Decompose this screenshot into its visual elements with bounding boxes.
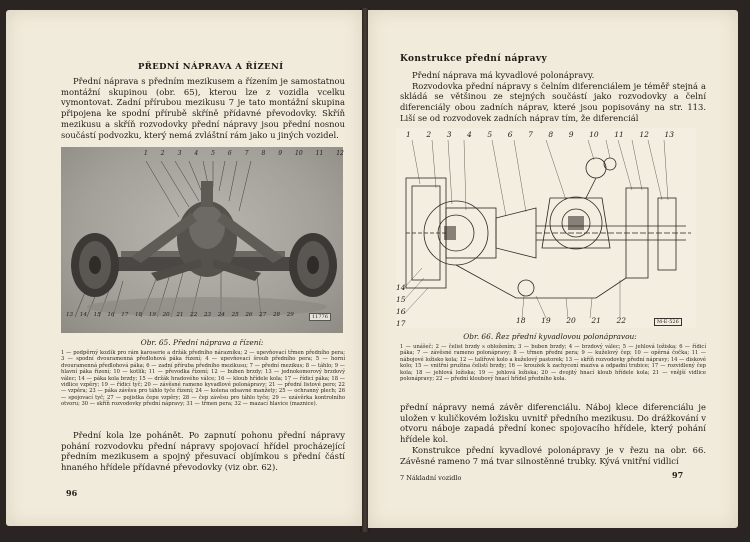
drawing-numbers-bottom xyxy=(516,316,626,325)
callout-label: 9 xyxy=(278,150,283,157)
paragraph-3: přední nápravy nemá závěr diferenciálu. Náboj klece diferenciálu je uložen v kuličkovém ložisku uvnitř předního mezikusu. Do drážkování v otvoru náboje zapadá přední konec spojovacího hřídele, který pohání hřídele kol. xyxy=(400,402,706,445)
callout-label: 25 xyxy=(231,312,239,318)
construction-paragraphs xyxy=(400,70,706,124)
callout-label: 26 xyxy=(245,312,253,318)
callout-label: 5 xyxy=(487,130,493,139)
callout-label: 7 xyxy=(528,130,533,139)
callout-label: 19 xyxy=(148,312,156,318)
paragraph-4: Konstrukce přední kyvadlové polonápravy je v řezu na obr. 66. Závěsné rameno 7 má tvar silnostěnné trubky. Kývá vnitřní vidlicí xyxy=(400,444,706,466)
callout-label: 5 xyxy=(211,150,215,157)
callout-label: 17 xyxy=(121,312,129,318)
photo-numbers-bottom xyxy=(66,312,294,318)
callout-label: 28 xyxy=(272,312,281,318)
callout-label: 23 xyxy=(203,312,212,318)
figure-caption: Obr. 66. Řez přední kyvadlovou polonápravou: xyxy=(463,332,637,341)
callout-label: 10 xyxy=(295,150,303,157)
callout-label: 18 xyxy=(516,316,526,325)
callout-label: 1 xyxy=(406,130,411,139)
cross-section-drawing xyxy=(396,128,696,328)
page-footer: 7 Nákladní vozidlo xyxy=(400,474,462,482)
photo-numbers-top xyxy=(144,150,344,157)
intro-text: Přední náprava s předním mezikusem a řízením je samostatnou montážní skupinou (obr. 65), kterou lze z vozidla vcelku vymontovat. Zadní přírubou mezikusu 7 je tato montážní skupina připojena ke spodní přírubě skříně přídavné převodovky. Skříň mezikusu a skříň rozvodovky přední nápravy jsou přední nosnou součástí podvozku, který nemá zvláštní rám jako u jiných vozidel. xyxy=(61,76,345,140)
callout-label: 9 xyxy=(568,130,574,139)
intro-paragraph xyxy=(61,76,345,140)
page-number: 96 xyxy=(66,488,78,498)
section-heading: Konstrukce přední nápravy xyxy=(400,54,548,64)
callout-label: 20 xyxy=(162,312,170,318)
page-heading: PŘEDNÍ NÁPRAVA A ŘÍZENÍ xyxy=(138,62,284,72)
callout-label: 4 xyxy=(467,130,472,139)
callout-label: 10 xyxy=(589,130,599,139)
callout-label: 18 xyxy=(134,312,143,318)
front-axle-photo xyxy=(61,147,343,333)
callout-label: 17 xyxy=(396,319,406,328)
callout-label: 11 xyxy=(614,130,624,139)
continuation-paragraphs xyxy=(400,402,706,466)
callout-label: 22 xyxy=(190,312,198,318)
callout-label: 13 xyxy=(664,130,674,139)
callout-label: 19 xyxy=(541,316,551,325)
callout-label: 20 xyxy=(566,316,576,325)
drawing-numbers-left xyxy=(396,282,406,330)
callout-label: 11 xyxy=(315,150,324,157)
callout-label: 27 xyxy=(259,312,267,318)
figure-legend: 1 — podpěrný kozlík pro rám karoserie a držák předního nárazníku; 2 — upevňovací třmen předního pera; 3 — spodní dvouramenná předlohová páka řízení; 4 — upevňovací šroub předního pera; 5 — horní dvouramenná předlohová páka; 6 — zadní příruba předního mezikusu; 7 — přední mezikus; 8 — táhlo; 9 — hlavní páka řízení; 10 — kotlík; 11 — převodka řízení; 12 — buben brzdy; 13 — jednokomorový brzdový válec; 14 — páka kola brzdy; 15 — držák hradového válce; 16 — kloub hřídele kola; 17 — řídicí páka; 18 — vidlice vzpěry; 19 — řídicí tyč; 20 — závěsné rameno kyvadlové polonápravy; 21 — přední listové pero; 22 — vzpěra; 23 — páka závěsu pro táhlo tyče řízení; 24 — kolena odsavné manžety; 25 — ochranný plech; 26 — spojovací tyč; 27 — pojistka čepu vzpěry; 28 — čep závěsu pro táhlo tyče; 29 — uzávěrka kontrolního otvoru; 30 — skříň rozvodovky přední nápravy; 31 — třmen pera; 32 — mazací hlavice (maznice). xyxy=(61,350,345,408)
page-number: 97 xyxy=(672,470,684,480)
callout-label: 14 xyxy=(396,283,406,292)
callout-label: 15 xyxy=(396,295,406,304)
callout-label: 1 xyxy=(144,150,148,157)
figure-legend: 1 — unášeč; 2 — čelist brzdy s obložením; 3 — buben brzdy; 4 — brzdový válec; 5 — jehlová ložiska; 6 — řídicí páka; 7 — závěsné rameno polonápravy; 8 — třmen přední pera; 9 — kuželový čep; 10 — opěrná čočka; 11 — nábojové ložisko kola; 12 — talířové kolo a kuželový pastorek; 13 — skříň rozvodovky přední nápravy; 14 — diskové kolo; 15 — vnitřní pružina čelistí brzdy; 16 — kroužek k zachycení mazíva a odpadní trubice; 17 — rozvidlený čep kola; 18 — jehlová ložiska; 19 — jehlová ložiska; 20 — dvojitý hnací kloub hřídele kola; 21 — vnější vidlice polonápravy; 22 — přední kloubový hnací hřídel předního kola. xyxy=(400,344,706,383)
callout-label: 14 xyxy=(79,312,87,318)
front-axle-illustration xyxy=(61,147,343,333)
drawing-numbers-top xyxy=(406,130,674,139)
callout-label: 24 xyxy=(217,312,225,318)
paragraph-1: Přední náprava má kyvadlové polonápravy. xyxy=(412,70,595,80)
left-page xyxy=(6,10,362,526)
drawing-stamp: M-E-526 xyxy=(654,318,682,326)
right-page xyxy=(368,10,738,528)
callout-label: 8 xyxy=(261,150,266,157)
callout-label: 8 xyxy=(548,130,554,139)
callout-label: 21 xyxy=(591,316,601,325)
paragraph-2: Rozvodovka přední nápravy s čelním diferenciálem je téměř stejná a skládá se většinou ze stejných součástí jako rozvodovky a čelní diferenciály obou zadních náprav, které jsou popisovány na str. 113. Liší se od rozvodovek zadních náprav tím, že diferenciál xyxy=(400,80,706,123)
callout-label: 3 xyxy=(446,130,452,139)
callout-label: 6 xyxy=(507,130,513,139)
callout-label: 3 xyxy=(177,150,182,157)
cross-section-illustration xyxy=(396,128,696,328)
callout-label: 13 xyxy=(66,312,74,318)
callout-label: 16 xyxy=(107,312,115,318)
callout-label: 22 xyxy=(616,316,626,325)
drive-text: Přední kola lze pohánět. Po zapnutí pohonu přední nápravy pohání rozvodovku přední nápravy spojovací hřídel procházející předním mezikusem a spojný přesuvací objímkou s přední částí hnaného hřídele přídavné převodovky (viz obr. 62). xyxy=(61,430,345,473)
callout-label: 29 xyxy=(286,312,294,318)
callout-label: 15 xyxy=(93,312,101,318)
callout-label: 21 xyxy=(176,312,184,318)
callout-label: 16 xyxy=(396,307,406,316)
callout-label: 12 xyxy=(336,150,344,157)
photo-stamp: 11776 xyxy=(309,313,331,321)
callout-label: 4 xyxy=(194,150,199,157)
callout-label: 6 xyxy=(227,150,232,157)
callout-label: 7 xyxy=(244,150,249,157)
callout-label: 12 xyxy=(639,130,649,139)
figure-caption: Obr. 65. Přední náprava a řízení: xyxy=(140,338,264,347)
drive-paragraph xyxy=(61,430,345,473)
callout-label: 2 xyxy=(426,130,432,139)
callout-label: 2 xyxy=(160,150,165,157)
